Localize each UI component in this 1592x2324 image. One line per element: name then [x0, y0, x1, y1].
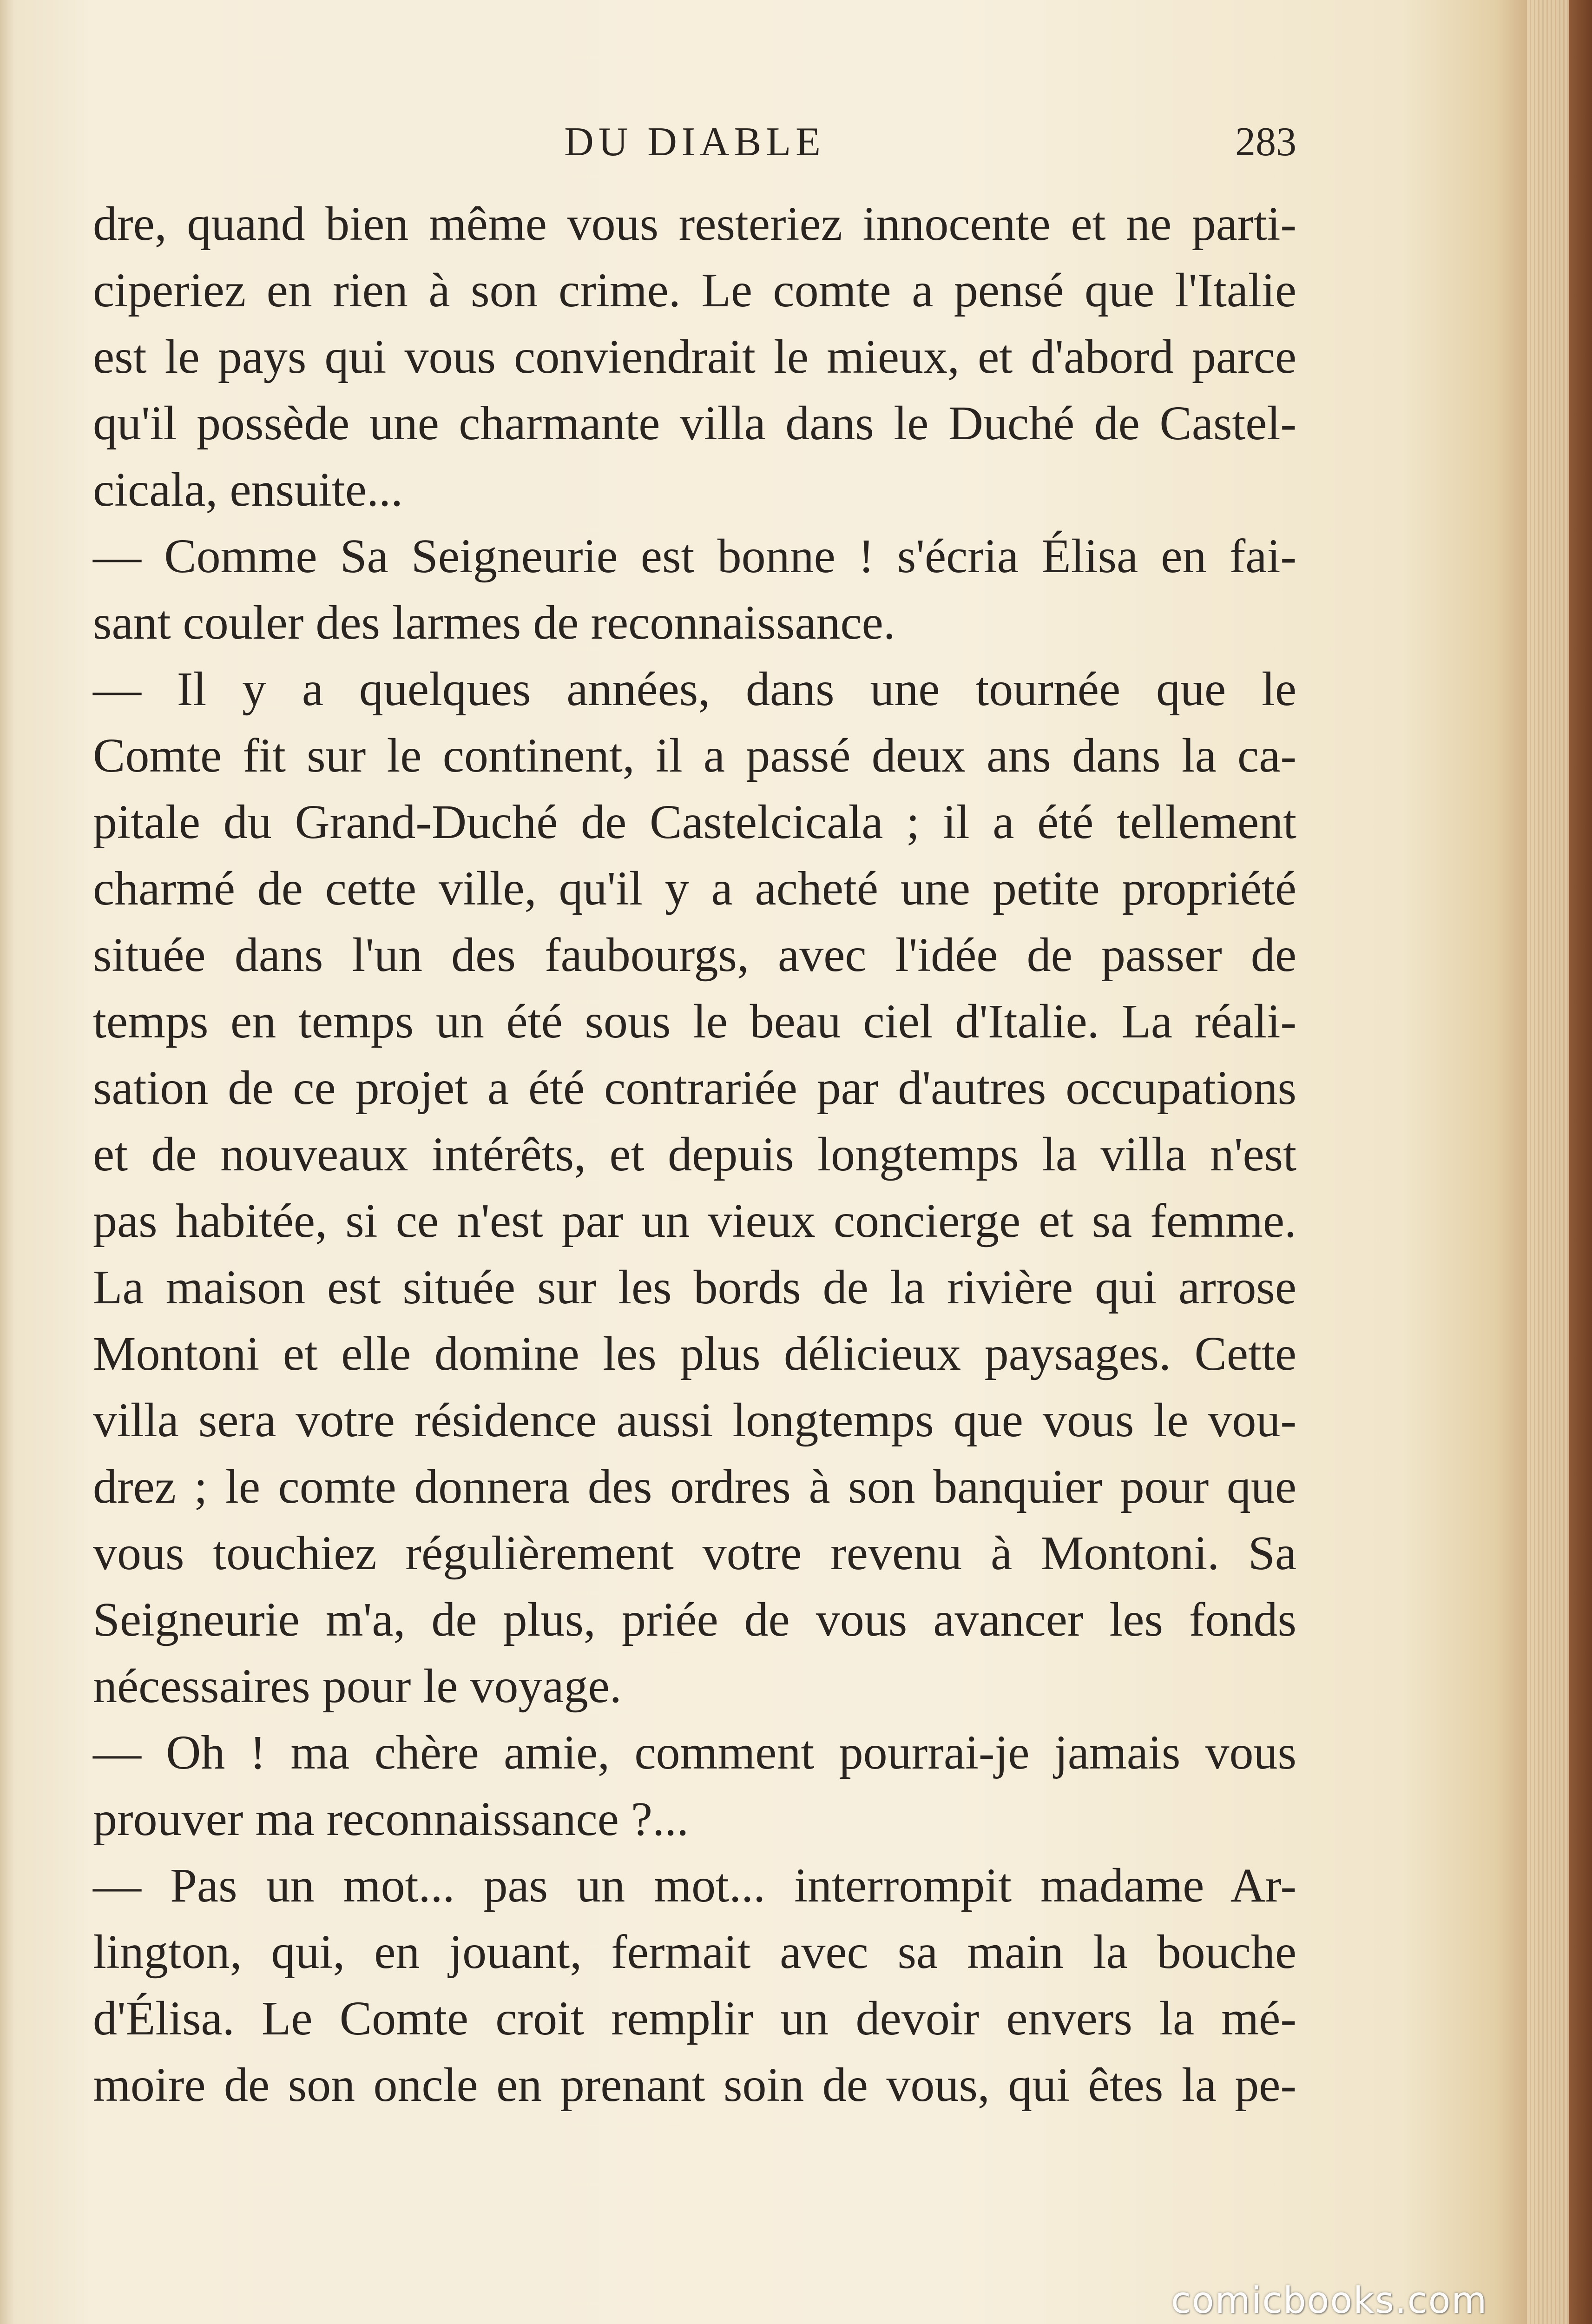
page-edges — [1527, 0, 1569, 2324]
text-line: sation de ce projet a été contrariée par d'autres occupations — [93, 1061, 1296, 1115]
watermark: comicbooks.com — [1171, 2280, 1488, 2322]
text-line: située dans l'un des faubourgs, avec l'idée de passer de — [93, 928, 1296, 982]
text-line: drez ; le comte donnera des ordres à son banquier pour que — [93, 1460, 1296, 1513]
text-line: Seigneurie m'a, de plus, priée de vous avancer les fonds — [93, 1593, 1296, 1646]
text-line: nécessaires pour le voyage. — [93, 1659, 622, 1713]
text-line: Montoni et elle domine les plus délicieux paysages. Cette — [93, 1327, 1296, 1380]
text-line: pas habitée, si ce n'est par un vieux concierge et sa femme. — [93, 1194, 1296, 1248]
text-line: vous touchiez régulièrement votre revenu à Montoni. Sa — [93, 1526, 1296, 1580]
text-line: prouver ma reconnaissance ?... — [93, 1792, 689, 1846]
body-text — [93, 191, 1296, 2118]
text-line: — Comme Sa Seigneurie est bonne ! s'écria Élisa en fai- — [93, 529, 1296, 583]
text-line: villa sera votre résidence aussi longtemps que vous le vou- — [93, 1393, 1296, 1447]
text-line: ciperiez en rien à son crime. Le comte a pensé que l'Italie — [93, 264, 1296, 317]
text-line: dre, quand bien même vous resteriez innocente et ne parti- — [93, 197, 1296, 251]
text-line: d'Élisa. Le Comte croit remplir un devoir envers la mé- — [93, 1992, 1296, 2045]
gutter-shadow — [0, 0, 14, 2324]
text-line: — Il y a quelques années, dans une tournée que le — [93, 662, 1296, 716]
text-line: La maison est située sur les bords de la rivière qui arrose — [93, 1261, 1296, 1314]
text-line: — Pas un mot... pas un mot... interrompit madame Ar- — [93, 1859, 1296, 1912]
text-line: pitale du Grand-Duché de Castelcicala ; il a été tellement — [93, 795, 1296, 849]
text-line: lington, qui, en jouant, fermait avec sa main la bouche — [93, 1925, 1296, 1979]
text-line: Comte fit sur le continent, il a passé deux ans dans la ca- — [93, 729, 1296, 782]
text-line: temps en temps un été sous le beau ciel d'Italie. La réali- — [93, 995, 1296, 1048]
text-line: charmé de cette ville, qu'il y a acheté une petite propriété — [93, 862, 1296, 915]
running-head — [93, 119, 1296, 170]
running-title: DU DIABLE — [564, 119, 825, 165]
text-line: qu'il possède une charmante villa dans le Duché de Castel- — [93, 396, 1296, 450]
book-cover-edge — [1569, 0, 1592, 2324]
page-number: 283 — [1235, 119, 1296, 165]
text-line: moire de son oncle en prenant soin de vous, qui êtes la pe- — [93, 2058, 1296, 2112]
text-line: sant couler des larmes de reconnaissance. — [93, 596, 895, 649]
text-line: — Oh ! ma chère amie, comment pourrai-je jamais vous — [93, 1726, 1296, 1779]
text-line: et de nouveaux intérêts, et depuis longtemps la villa n'est — [93, 1128, 1296, 1181]
text-line: cicala, ensuite... — [93, 463, 403, 516]
text-line: est le pays qui vous conviendrait le mieux, et d'abord parce — [93, 330, 1296, 383]
